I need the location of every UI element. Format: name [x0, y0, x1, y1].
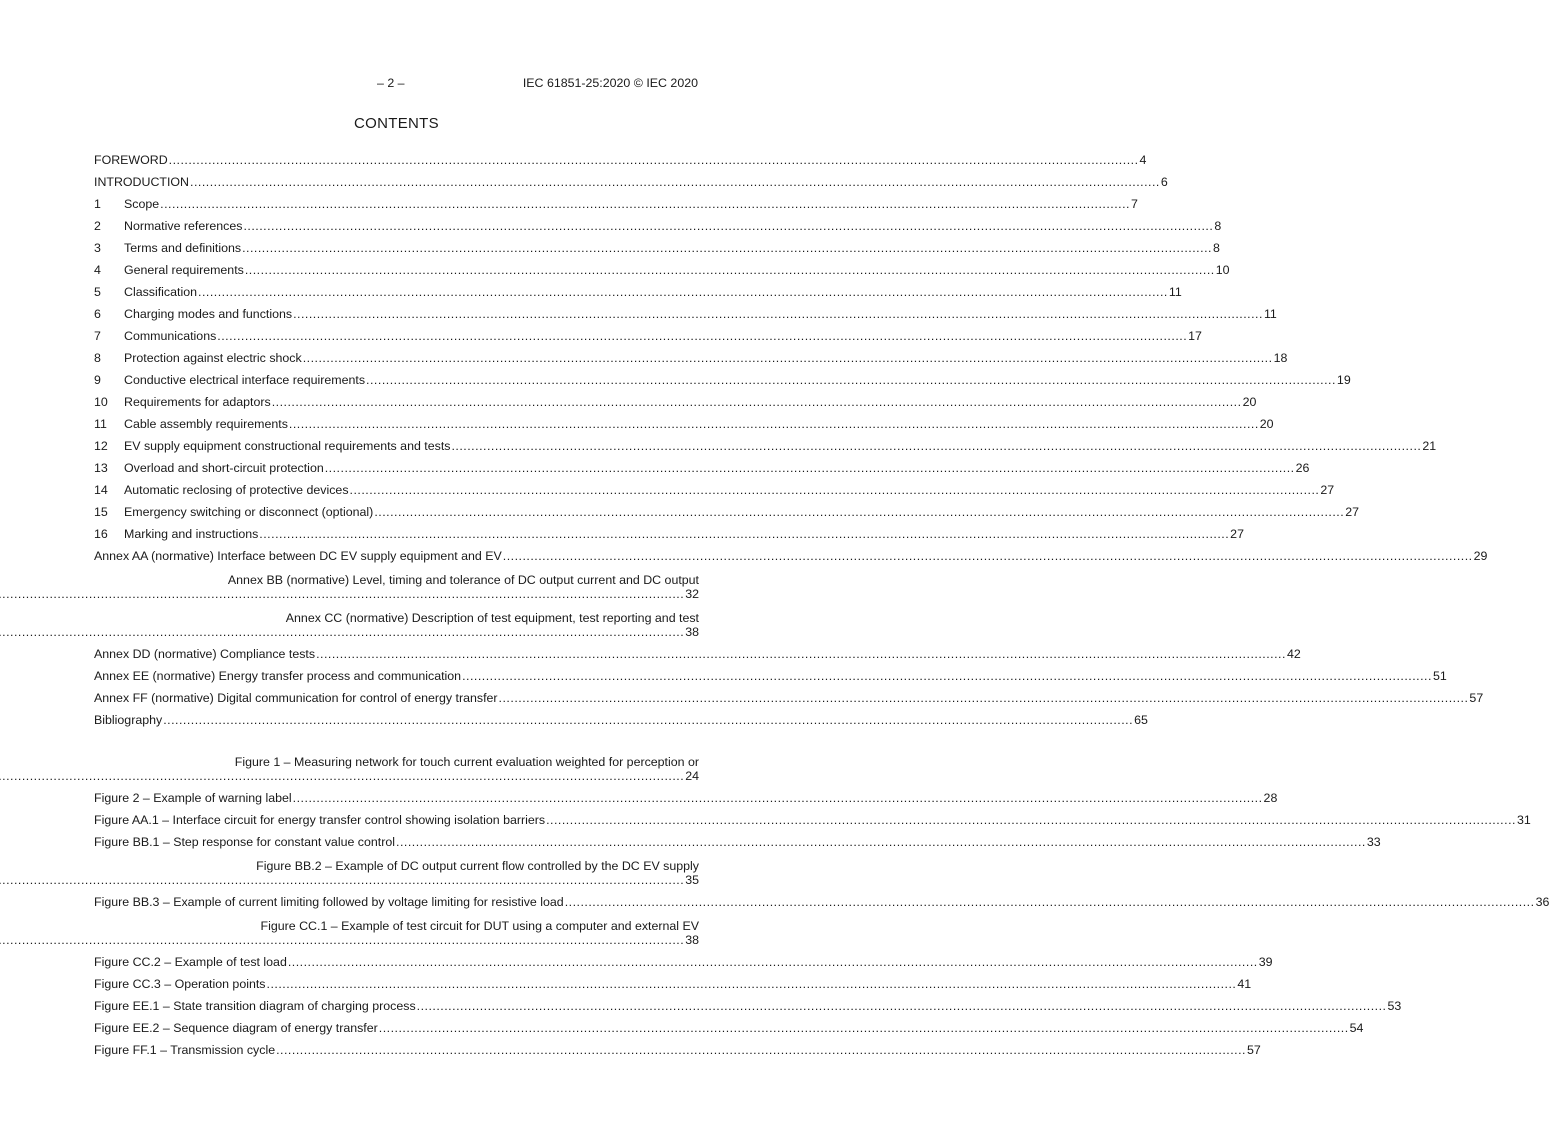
- toc-page-number: 31: [1516, 813, 1531, 827]
- toc-entry-continuation: [0, 933, 699, 947]
- toc-entry-label: Marking and instructions: [124, 527, 259, 541]
- toc-section-number: 3: [94, 241, 101, 255]
- toc-entry[interactable]: [94, 431, 1437, 453]
- toc-page-number: 39: [1258, 955, 1273, 969]
- toc-entry[interactable]: [94, 639, 1301, 661]
- toc-page-number: 19: [1336, 373, 1351, 387]
- toc-entry-label: FOREWORD: [94, 153, 168, 167]
- toc-entry[interactable]: [94, 563, 699, 601]
- dot-leader: [0, 933, 684, 947]
- toc-entry-label: Annex AA (normative) Interface between DC EV supply equipment and EV: [94, 549, 502, 563]
- toc-page-number: 4: [1139, 153, 1147, 167]
- toc-page-number: 38: [685, 625, 699, 639]
- toc-page-number: 32: [685, 587, 699, 601]
- toc-section-number: 13: [94, 461, 108, 475]
- dot-leader: [565, 895, 1535, 909]
- dot-leader: [316, 647, 1286, 661]
- toc-page-number: 28: [1263, 791, 1278, 805]
- dot-leader: [451, 439, 1421, 453]
- dot-leader: [325, 461, 1295, 475]
- toc-entry[interactable]: [94, 805, 1531, 827]
- dot-leader: [288, 955, 1258, 969]
- toc-entry[interactable]: [94, 387, 1257, 409]
- dot-leader: [243, 219, 1213, 233]
- toc-page-number: 65: [1134, 713, 1148, 727]
- toc-page-number: 53: [1387, 999, 1402, 1013]
- toc-entry-label: Cable assembly requirements: [124, 417, 288, 431]
- toc-section-number: 2: [94, 219, 101, 233]
- toc-page-number: 7: [1131, 197, 1138, 211]
- toc-entry-label: Terms and definitions: [124, 241, 242, 255]
- dot-leader: [259, 527, 1229, 541]
- toc-entry[interactable]: [94, 909, 699, 947]
- toc-page-number: 57: [1246, 1043, 1261, 1057]
- dot-leader: [217, 329, 1187, 343]
- toc-entry[interactable]: [94, 1035, 1261, 1057]
- toc-entry-continuation: [0, 873, 699, 887]
- toc-page-number: 54: [1349, 1021, 1364, 1035]
- toc-section-number: 12: [94, 439, 108, 453]
- page-header: [0, 76, 793, 92]
- toc-entry[interactable]: [94, 255, 1230, 277]
- toc-entry-label: Figure CC.2 – Example of test load: [94, 955, 287, 969]
- dot-leader: [350, 483, 1320, 497]
- toc-entry-label: Overload and short-circuit protection: [124, 461, 324, 475]
- toc-entry-label: EV supply equipment constructional requirements and tests: [124, 439, 451, 453]
- dot-leader: [0, 769, 684, 783]
- dot-leader: [160, 197, 1130, 211]
- toc-entry-label: Figure FF.1 – Transmission cycle: [94, 1043, 276, 1057]
- toc-entry[interactable]: [94, 969, 1252, 991]
- dot-leader: [272, 395, 1242, 409]
- toc-page-number: 42: [1286, 647, 1301, 661]
- toc-entry-label: General requirements: [124, 263, 244, 277]
- toc-section-number: 6: [94, 307, 101, 321]
- toc-entry-label: Automatic reclosing of protective devices: [124, 483, 349, 497]
- toc-page-number: 29: [1473, 549, 1488, 563]
- dot-leader: [503, 549, 1473, 563]
- toc-section-number: 4: [94, 263, 101, 277]
- toc-entry-label: Figure CC.3 – Operation points: [94, 977, 266, 991]
- toc-entry[interactable]: [94, 343, 1288, 365]
- toc-section-number: 5: [94, 285, 101, 299]
- toc-entry[interactable]: [94, 827, 1381, 849]
- toc-entry-label: Figure AA.1 – Interface circuit for energy transfer control showing isolation barriers: [94, 813, 546, 827]
- dot-leader: [366, 373, 1336, 387]
- toc-entry-continuation: [0, 769, 699, 783]
- toc-page-number: 8: [1212, 241, 1220, 255]
- toc-entry-label: Figure 1 – Measuring network for touch current evaluation weighted for perception or: [234, 755, 699, 769]
- dot-leader: [245, 263, 1215, 277]
- toc-entry[interactable]: [94, 705, 1148, 727]
- toc-entry[interactable]: [94, 321, 1202, 343]
- toc-entry-label: Figure EE.2 – Sequence diagram of energy transfer: [94, 1021, 378, 1035]
- toc-page-number: 8: [1214, 219, 1222, 233]
- toc-entry[interactable]: [94, 849, 699, 887]
- toc-entry[interactable]: [94, 683, 1484, 705]
- toc-page-number: 20: [1259, 417, 1274, 431]
- toc-section-number: 9: [94, 373, 101, 387]
- toc-page-number: 33: [1366, 835, 1381, 849]
- toc-entry-label: Figure BB.3 – Example of current limiting followed by voltage limiting for resistive load: [94, 895, 564, 909]
- toc-page-number: 51: [1432, 669, 1447, 683]
- toc-entry[interactable]: [94, 661, 1447, 683]
- toc-page-number: 17: [1188, 329, 1202, 343]
- toc-section-number: 11: [94, 417, 107, 431]
- toc-page-number: 41: [1237, 977, 1252, 991]
- dot-leader: [417, 999, 1387, 1013]
- toc-entry-continuation: [0, 625, 699, 639]
- toc-entry[interactable]: [94, 189, 1138, 211]
- dot-leader: [462, 669, 1432, 683]
- dot-leader: [293, 791, 1263, 805]
- toc-entry-label: Emergency switching or disconnect (optional): [124, 505, 374, 519]
- toc-entry-label: Communications: [124, 329, 217, 343]
- toc-section-number: 14: [94, 483, 108, 497]
- toc-entry[interactable]: [94, 145, 1147, 167]
- toc-page-number: 57: [1469, 691, 1484, 705]
- dot-leader: [293, 307, 1263, 321]
- toc-page-number: 38: [685, 933, 699, 947]
- toc-entry-label: Normative references: [124, 219, 243, 233]
- toc-entry[interactable]: [94, 519, 1244, 541]
- dot-leader: [499, 691, 1469, 705]
- toc-entry[interactable]: [94, 277, 1182, 299]
- toc-page-number: 27: [1230, 527, 1244, 541]
- dot-leader: [0, 587, 684, 601]
- toc-entry-label: Classification: [124, 285, 197, 299]
- toc-entry-label: Figure 2 – Example of warning label: [94, 791, 292, 805]
- toc-page-number: 21: [1422, 439, 1437, 453]
- toc-entry[interactable]: [94, 991, 1402, 1013]
- toc-entry[interactable]: [94, 211, 1222, 233]
- toc-entry-label: Annex BB (normative) Level, timing and tolerance of DC output current and DC output: [227, 573, 699, 587]
- dot-leader: [163, 713, 1133, 727]
- toc-page-number: 10: [1215, 263, 1230, 277]
- toc-entry[interactable]: [94, 453, 1310, 475]
- toc-entry[interactable]: [94, 167, 1168, 189]
- table-of-contents: [94, 145, 1488, 727]
- toc-section-number: 1: [94, 197, 101, 211]
- toc-entry-label: Conductive electrical interface requirements: [124, 373, 366, 387]
- dot-leader: [276, 1043, 1246, 1057]
- toc-entry-label: Charging modes and functions: [124, 307, 293, 321]
- dot-leader: [0, 625, 684, 639]
- toc-page-number: 27: [1345, 505, 1359, 519]
- toc-entry-label: Scope: [124, 197, 160, 211]
- dot-leader: [198, 285, 1168, 299]
- toc-entry-label: Figure EE.1 – State transition diagram of charging process: [94, 999, 416, 1013]
- toc-entry[interactable]: [94, 233, 1220, 255]
- toc-entry-label: Figure BB.2 – Example of DC output current flow controlled by the DC EV supply: [256, 859, 699, 873]
- dot-leader: [190, 175, 1160, 189]
- toc-page-number: 26: [1295, 461, 1310, 475]
- dot-leader: [0, 873, 684, 887]
- toc-section-number: 7: [94, 329, 101, 343]
- toc-entry-label: Annex EE (normative) Energy transfer process and communication: [94, 669, 462, 683]
- toc-section-number: 16: [94, 527, 108, 541]
- dot-leader: [267, 977, 1237, 991]
- toc-entry-label: Annex DD (normative) Compliance tests: [94, 647, 316, 661]
- dot-leader: [379, 1021, 1349, 1035]
- toc-page-number: 36: [1535, 895, 1549, 909]
- toc-section-number: 8: [94, 351, 101, 365]
- toc-entry[interactable]: [94, 541, 1488, 563]
- toc-entry-label: Bibliography: [94, 713, 163, 727]
- toc-entry-label: Protection against electric shock: [124, 351, 302, 365]
- toc-entry-label: Annex CC (normative) Description of test equipment, test reporting and test: [285, 611, 699, 625]
- toc-entry[interactable]: [94, 745, 699, 783]
- toc-entry-label: Annex FF (normative) Digital communication for control of energy transfer: [94, 691, 498, 705]
- toc-entry[interactable]: [94, 409, 1274, 431]
- toc-page-number: 6: [1160, 175, 1168, 189]
- dot-leader: [303, 351, 1273, 365]
- page-number: – 2 –: [377, 76, 405, 90]
- toc-entry[interactable]: [94, 299, 1277, 321]
- toc-page-number: 20: [1242, 395, 1257, 409]
- dot-leader: [289, 417, 1259, 431]
- toc-page-number: 27: [1320, 483, 1335, 497]
- toc-entry[interactable]: [94, 497, 1359, 519]
- toc-page-number: 11: [1263, 307, 1277, 321]
- toc-entry-label: INTRODUCTION: [94, 175, 189, 189]
- dot-leader: [169, 153, 1139, 167]
- toc-entry[interactable]: [94, 783, 1278, 805]
- dot-leader: [396, 835, 1366, 849]
- toc-entry-label: Figure CC.1 – Example of test circuit for DUT using a computer and external EV: [260, 919, 699, 933]
- toc-entry[interactable]: [94, 365, 1351, 387]
- toc-entry[interactable]: [94, 1013, 1364, 1035]
- contents-title: CONTENTS: [354, 115, 439, 132]
- toc-page-number: 11: [1168, 285, 1182, 299]
- toc-entry-continuation: [0, 587, 699, 601]
- toc-entry[interactable]: [94, 475, 1335, 497]
- toc-entry[interactable]: [94, 601, 699, 639]
- toc-page-number: 35: [685, 873, 699, 887]
- toc-page-number: 24: [685, 769, 699, 783]
- toc-entry-label: Figure BB.1 – Step response for constant value control: [94, 835, 395, 849]
- document-identifier: IEC 61851-25:2020 © IEC 2020: [522, 76, 698, 90]
- toc-section-number: 15: [94, 505, 108, 519]
- toc-page-number: 18: [1273, 351, 1288, 365]
- dot-leader: [374, 505, 1344, 519]
- dot-leader: [546, 813, 1516, 827]
- toc-entry[interactable]: [94, 887, 1549, 909]
- toc-section-number: 10: [94, 395, 108, 409]
- toc-entry-label: Requirements for adaptors: [124, 395, 271, 409]
- toc-entry[interactable]: [94, 947, 1273, 969]
- list-of-figures: [94, 745, 1549, 1057]
- dot-leader: [242, 241, 1212, 255]
